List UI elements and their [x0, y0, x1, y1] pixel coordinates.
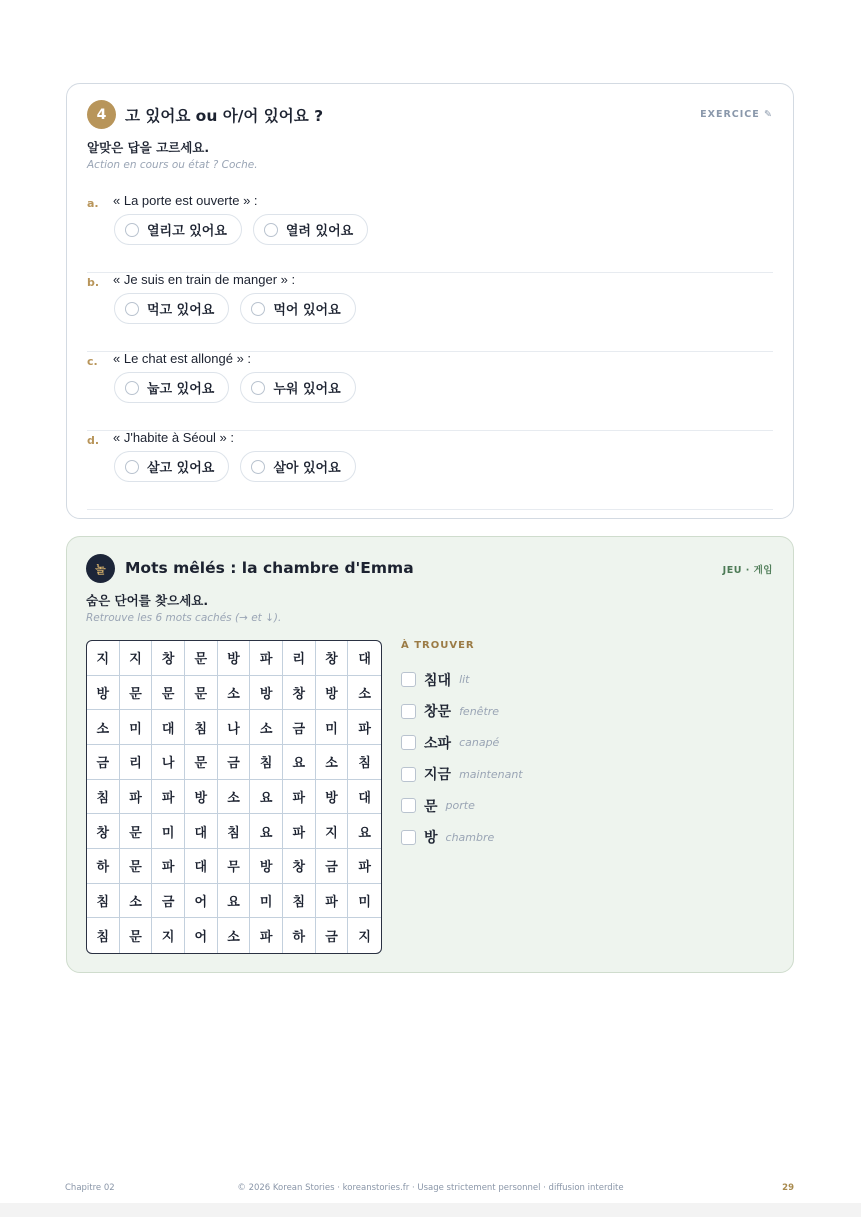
grid-cell[interactable]: 침	[87, 884, 120, 919]
footer-copyright: © 2026 Korean Stories · koreanstories.fr · Usage strictement personnel · diffusion interdite	[237, 1183, 624, 1193]
answer-option[interactable]	[253, 214, 368, 245]
radio-button[interactable]	[125, 302, 139, 316]
grid-cell[interactable]: 대	[185, 814, 218, 849]
word-ko: 문	[424, 798, 438, 815]
grid-cell[interactable]: 파	[283, 814, 316, 849]
checkbox[interactable]	[401, 672, 416, 687]
grid-cell[interactable]: 침	[87, 780, 120, 815]
grid-cell[interactable]: 대	[185, 849, 218, 884]
word-item[interactable]	[401, 664, 523, 696]
grid-cell[interactable]: 리	[283, 641, 316, 676]
letter-grid	[86, 640, 382, 954]
grid-cell[interactable]: 리	[120, 745, 153, 780]
grid-cell[interactable]: 지	[358, 930, 371, 946]
exercise-header	[87, 100, 773, 130]
word-fr: porte	[445, 799, 475, 813]
word-ko: 소파	[424, 735, 452, 752]
question-prompt: « Le chat est allongé » :	[113, 351, 252, 366]
question-letter: a.	[87, 197, 99, 210]
checkbox[interactable]	[401, 767, 416, 782]
question-d	[87, 430, 773, 510]
grid-cell[interactable]: 방	[218, 641, 251, 676]
grid-cell[interactable]: 문	[185, 745, 218, 780]
grid-cell[interactable]: 요	[250, 780, 283, 815]
grid-cell[interactable]: 금	[152, 884, 185, 919]
exercise-instruction-fr: Action en cours ou état ? Coche.	[87, 159, 258, 171]
grid-cell[interactable]: 문	[120, 918, 153, 953]
grid-cell[interactable]: 하	[87, 849, 120, 884]
word-item[interactable]	[401, 759, 523, 791]
grid-cell[interactable]: 어	[185, 918, 218, 953]
answer-label: 열리고 있어요	[147, 224, 227, 239]
grid-cell[interactable]: 침	[283, 884, 316, 919]
radio-button[interactable]	[125, 460, 139, 474]
answer-label: 먹어 있어요	[273, 303, 341, 318]
grid-cell[interactable]: 미	[250, 884, 283, 919]
grid-cell[interactable]: 창	[87, 814, 120, 849]
question-prompt: « Je suis en train de manger » :	[113, 272, 296, 287]
word-item[interactable]	[401, 822, 523, 854]
grid-cell[interactable]: 나	[218, 710, 251, 745]
grid-cell[interactable]: 방	[316, 676, 349, 711]
grid-cell[interactable]: 소	[218, 676, 251, 711]
grid-cell[interactable]: 소	[348, 676, 381, 711]
word-search-card	[66, 536, 794, 973]
grid-cell[interactable]: 지	[152, 918, 185, 953]
grid-cell[interactable]: 대	[348, 780, 381, 815]
grid-cell[interactable]: 방	[250, 849, 283, 884]
question-options	[114, 214, 368, 245]
grid-cell[interactable]: 파	[152, 849, 185, 884]
answer-option[interactable]	[114, 214, 242, 245]
checkbox[interactable]	[401, 704, 416, 719]
footer-chapter: Chapitre 02	[65, 1183, 115, 1193]
question-b	[87, 272, 773, 352]
word-fr: canapé	[459, 736, 500, 750]
question-prompt: « La porte est ouverte » :	[113, 193, 258, 208]
grid-cell[interactable]: 지	[120, 641, 153, 676]
checkbox[interactable]	[401, 735, 416, 750]
exercise-card	[66, 83, 794, 519]
grid-cell[interactable]: 미	[120, 710, 153, 745]
word-ko: 지금	[424, 767, 452, 784]
grid-cell[interactable]: 미	[152, 814, 185, 849]
grid-cell[interactable]: 금	[316, 849, 349, 884]
grid-cell[interactable]: 무	[218, 849, 251, 884]
grid-cell[interactable]: 창	[283, 849, 316, 884]
grid-cell[interactable]: 소	[87, 710, 120, 745]
word-fr: chambre	[445, 830, 495, 844]
grid-cell[interactable]: 소	[120, 884, 153, 919]
grid-cell[interactable]: 방	[250, 676, 283, 711]
exercise-number-badge: 4	[87, 100, 116, 129]
answer-option[interactable]	[114, 372, 229, 403]
grid-cell[interactable]: 소	[218, 918, 251, 953]
answer-label: 누워 있어요	[273, 382, 341, 397]
answer-option[interactable]	[240, 293, 355, 324]
question-prompt: « J'habite à Séoul » :	[113, 430, 235, 445]
game-tag: JEU · 게임	[722, 565, 773, 576]
grid-cell[interactable]: 소	[316, 745, 349, 780]
answer-label: 먹고 있어요	[147, 303, 215, 318]
grid-cell[interactable]: 침	[185, 710, 218, 745]
grid-cell[interactable]: 파	[348, 849, 381, 884]
grid-cell[interactable]: 어	[185, 884, 218, 919]
exercise-tag: EXERCICE ✎	[700, 109, 773, 120]
word-fr: fenêtre	[459, 704, 500, 718]
word-list	[401, 664, 523, 853]
word-ko: 창문	[424, 704, 452, 721]
grid-cell[interactable]: 침	[250, 745, 283, 780]
grid-cell[interactable]: 나	[152, 745, 185, 780]
grid-cell[interactable]: 금	[87, 745, 120, 780]
grid-cell[interactable]: 침	[218, 814, 251, 849]
answer-option[interactable]	[114, 293, 229, 324]
question-c	[87, 351, 773, 431]
word-fr: lit	[459, 673, 470, 687]
game-instruction-fr: Retrouve les 6 mots cachés (→ et ↓).	[86, 612, 282, 624]
exercise-title: 고 있어요 ou 아/어 있어요 ?	[125, 107, 324, 125]
grid-cell[interactable]: 요	[283, 745, 316, 780]
grid-cell[interactable]: 요	[348, 814, 381, 849]
answer-option[interactable]	[114, 451, 229, 482]
grid-cell[interactable]: 소	[218, 780, 251, 815]
question-letter: c.	[87, 355, 98, 368]
grid-cell[interactable]: 파	[316, 884, 349, 919]
grid-cell[interactable]: 대	[348, 641, 381, 676]
grid-cell[interactable]: 침	[87, 918, 120, 953]
radio-button[interactable]	[125, 381, 139, 395]
answer-option[interactable]	[240, 372, 355, 403]
question-letter: b.	[87, 276, 100, 289]
word-item[interactable]	[401, 696, 523, 728]
answer-label: 살고 있어요	[147, 461, 215, 476]
grid-cell[interactable]: 문	[120, 676, 153, 711]
word-ko: 방	[424, 830, 438, 847]
grid-cell[interactable]: 문	[185, 676, 218, 711]
page-number: 29	[782, 1183, 794, 1193]
radio-button[interactable]	[251, 302, 265, 316]
radio-button[interactable]	[251, 460, 265, 474]
grid-cell[interactable]: 파	[250, 918, 283, 953]
grid-cell[interactable]: 파	[250, 641, 283, 676]
grid-cell[interactable]: 문	[185, 641, 218, 676]
grid-cell[interactable]: 파	[348, 710, 381, 745]
checkbox[interactable]	[401, 830, 416, 845]
grid-cell[interactable]: 창	[316, 641, 349, 676]
grid-cell[interactable]: 침	[348, 745, 381, 780]
answer-label: 살아 있어요	[273, 461, 341, 476]
radio-button[interactable]	[125, 223, 139, 237]
checkbox[interactable]	[401, 798, 416, 813]
game-title: Mots mêlés : la chambre d'Emma	[125, 559, 414, 577]
grid-cell[interactable]: 파	[152, 780, 185, 815]
grid-cell[interactable]: 금	[316, 918, 349, 953]
question-options	[114, 451, 356, 482]
grid-cell[interactable]: 방	[185, 780, 218, 815]
question-letter: d.	[87, 434, 100, 447]
find-title: À TROUVER	[401, 640, 475, 651]
grid-cell[interactable]: 요	[250, 814, 283, 849]
grid-cell[interactable]: 지	[316, 814, 349, 849]
answer-label: 눕고 있어요	[147, 382, 215, 397]
radio-button[interactable]	[251, 381, 265, 395]
grid-cell[interactable]: 하	[283, 918, 316, 953]
grid-cell[interactable]: 문	[152, 676, 185, 711]
grid-cell[interactable]: 방	[87, 676, 120, 711]
grid-cell[interactable]: 미	[316, 710, 349, 745]
word-item[interactable]	[401, 727, 523, 759]
exercise-instruction-ko: 알맞은 답을 고르세요.	[87, 140, 210, 155]
bottom-strip	[0, 1203, 861, 1217]
grid-cell[interactable]: 창	[283, 676, 316, 711]
grid-cell[interactable]: 미	[348, 884, 381, 919]
answer-label: 열려 있어요	[285, 224, 354, 239]
grid-cell[interactable]: 문	[120, 849, 153, 884]
grid-cell[interactable]: 요	[218, 884, 251, 919]
answer-option[interactable]	[240, 451, 355, 482]
grid-cell[interactable]: 금	[283, 710, 316, 745]
grid-cell[interactable]: 파	[283, 780, 316, 815]
radio-button[interactable]	[264, 223, 278, 237]
game-badge-icon: 놀	[86, 554, 115, 583]
word-ko: 침대	[424, 672, 452, 689]
game-instruction-ko: 숨은 단어를 찾으세요.	[86, 593, 209, 608]
grid-cell[interactable]: 창	[152, 641, 185, 676]
grid-cell[interactable]: 지	[87, 641, 120, 676]
grid-cell[interactable]: 파	[120, 780, 153, 815]
grid-cell[interactable]: 방	[316, 780, 349, 815]
word-item[interactable]	[401, 790, 523, 822]
grid-cell[interactable]: 금	[218, 745, 251, 780]
question-options	[114, 293, 356, 324]
grid-cell[interactable]: 소	[250, 710, 283, 745]
word-fr: maintenant	[459, 767, 523, 781]
question-options	[114, 372, 356, 403]
question-a	[87, 193, 773, 273]
grid-cell[interactable]: 문	[120, 814, 153, 849]
grid-cell[interactable]: 대	[152, 710, 185, 745]
